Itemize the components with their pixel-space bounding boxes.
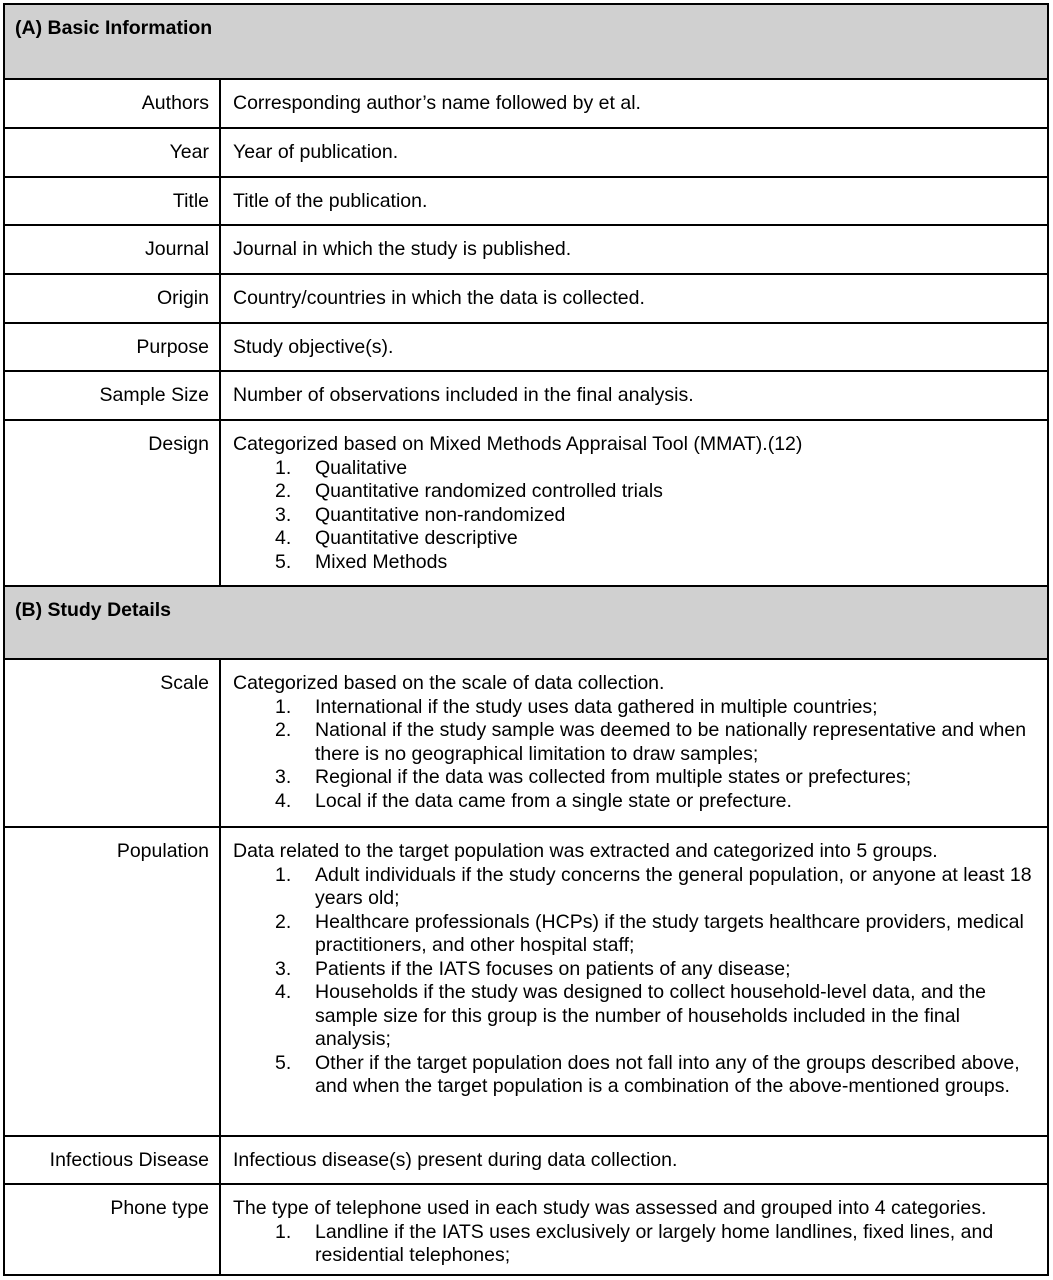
list-item — [233, 719, 1037, 766]
list-item-text: Adult individuals if the study concerns the general population, or anyone at least 18 years old; — [315, 863, 1032, 909]
row-intro-text: The type of telephone used in each study was assessed and grouped into 4 categories. — [233, 1197, 987, 1219]
list-number: 1. — [275, 1220, 292, 1243]
table-row-design — [5, 419, 1047, 585]
list-item-text: Local if the data came from a single state or prefecture. — [315, 789, 792, 812]
row-intro-text: Categorized based on the scale of data collection. — [233, 672, 665, 694]
row-description: Year of publication. — [233, 141, 399, 163]
numbered-list — [233, 1221, 1037, 1268]
list-item-text: Quantitative randomized controlled trials — [315, 480, 663, 502]
list-item — [233, 527, 1037, 551]
row-label: Infectious Disease — [5, 1137, 221, 1183]
row-description: Corresponding author’s name followed by et al. — [233, 92, 641, 114]
row-description: Country/countries in which the data is collected. — [233, 287, 645, 309]
list-item-text: Qualitative — [315, 456, 408, 479]
list-number: 4. — [275, 981, 292, 1003]
table-row-purpose — [5, 322, 1047, 370]
list-item — [233, 1221, 1037, 1268]
row-description: Study objective(s). — [233, 336, 394, 358]
list-number: 1. — [275, 456, 292, 479]
list-item-text: Patients if the IATS focuses on patients of any disease; — [315, 957, 791, 980]
numbered-list — [233, 864, 1037, 1099]
list-item-text: Landline if the IATS uses exclusively or largely home landlines, fixed lines, and residential telephones; — [315, 1220, 994, 1266]
list-item-text: National if the study sample was deemed to be nationally representative and when there is no geographical limitation to draw samples; — [315, 719, 1027, 765]
list-number: 2. — [275, 480, 292, 502]
section-header-basic-information — [5, 5, 1047, 78]
row-label: Journal — [5, 226, 221, 273]
row-description: Journal in which the study is published. — [233, 238, 572, 260]
row-description: Infectious disease(s) present during data collection. — [233, 1149, 678, 1171]
list-item-text: Regional if the data was collected from multiple states or prefectures; — [315, 766, 912, 788]
list-number: 3. — [275, 503, 292, 526]
numbered-list — [233, 457, 1037, 575]
list-item — [233, 551, 1037, 575]
list-item — [233, 504, 1037, 528]
row-description: Title of the publication. — [233, 190, 428, 212]
list-number: 2. — [275, 910, 292, 933]
list-number: 2. — [275, 719, 292, 741]
section-header-study-details — [5, 585, 1047, 658]
row-description — [223, 421, 1047, 574]
data-extraction-table — [3, 3, 1049, 1276]
list-item-text: Healthcare professionals (HCPs) if the study targets healthcare providers, medical practitioners, and other hospital staff; — [315, 910, 1024, 956]
row-description — [223, 828, 1047, 1099]
row-label: Scale — [5, 660, 221, 826]
list-number: 5. — [275, 1051, 292, 1074]
section-title: (A) Basic Information — [15, 17, 213, 39]
table-row-scale — [5, 658, 1047, 826]
table-row-origin — [5, 273, 1047, 322]
table-row-journal — [5, 224, 1047, 273]
list-number: 4. — [275, 789, 292, 812]
list-item — [233, 766, 1037, 790]
row-intro-text: Data related to the target population was extracted and categorized into 5 groups. — [233, 840, 938, 862]
row-label: Population — [5, 828, 221, 1135]
row-intro-text: Categorized based on Mixed Methods Appraisal Tool (MMAT).(12) — [233, 433, 803, 455]
list-item — [233, 864, 1037, 911]
table-row-phone-type — [5, 1183, 1047, 1274]
list-number: 1. — [275, 695, 292, 718]
numbered-list — [233, 696, 1037, 814]
row-label: Authors — [5, 80, 221, 127]
table-row-sample-size — [5, 370, 1047, 419]
list-item — [233, 911, 1037, 958]
list-item-text: International if the study uses data gathered in multiple countries; — [315, 695, 878, 718]
list-number: 1. — [275, 863, 292, 886]
list-item-text: Mixed Methods — [315, 550, 448, 573]
row-description — [223, 1185, 1047, 1268]
row-label: Design — [5, 421, 221, 585]
table-row-title — [5, 176, 1047, 224]
row-label: Purpose — [5, 324, 221, 370]
list-item-text: Other if the target population does not fall into any of the groups described above, and when the target population is a combination of the above-mentioned groups. — [315, 1051, 1020, 1097]
row-label: Origin — [5, 275, 221, 322]
list-number: 3. — [275, 957, 292, 980]
list-item — [233, 1052, 1037, 1099]
list-item — [233, 696, 1037, 720]
list-item-text: Households if the study was designed to collect household-level data, and the sample size for this group is the number of households included in the final analysis; — [315, 981, 987, 1050]
section-title: (B) Study Details — [15, 599, 172, 621]
list-number: 5. — [275, 550, 292, 573]
row-description: Number of observations included in the final analysis. — [233, 384, 694, 406]
list-item — [233, 981, 1037, 1052]
row-label: Sample Size — [5, 372, 221, 419]
list-item-text: Quantitative descriptive — [315, 527, 518, 549]
list-item — [233, 790, 1037, 814]
row-label: Phone type — [5, 1185, 221, 1274]
list-item — [233, 958, 1037, 982]
row-label: Title — [5, 178, 221, 224]
list-number: 3. — [275, 766, 292, 788]
list-item — [233, 480, 1037, 504]
list-item — [233, 457, 1037, 481]
table-row-population — [5, 826, 1047, 1135]
row-description — [223, 660, 1047, 813]
row-label: Year — [5, 129, 221, 176]
list-number: 4. — [275, 527, 292, 549]
table-row-authors — [5, 78, 1047, 127]
table-row-infectious-disease — [5, 1135, 1047, 1183]
list-item-text: Quantitative non-randomized — [315, 503, 566, 526]
table-row-year — [5, 127, 1047, 176]
